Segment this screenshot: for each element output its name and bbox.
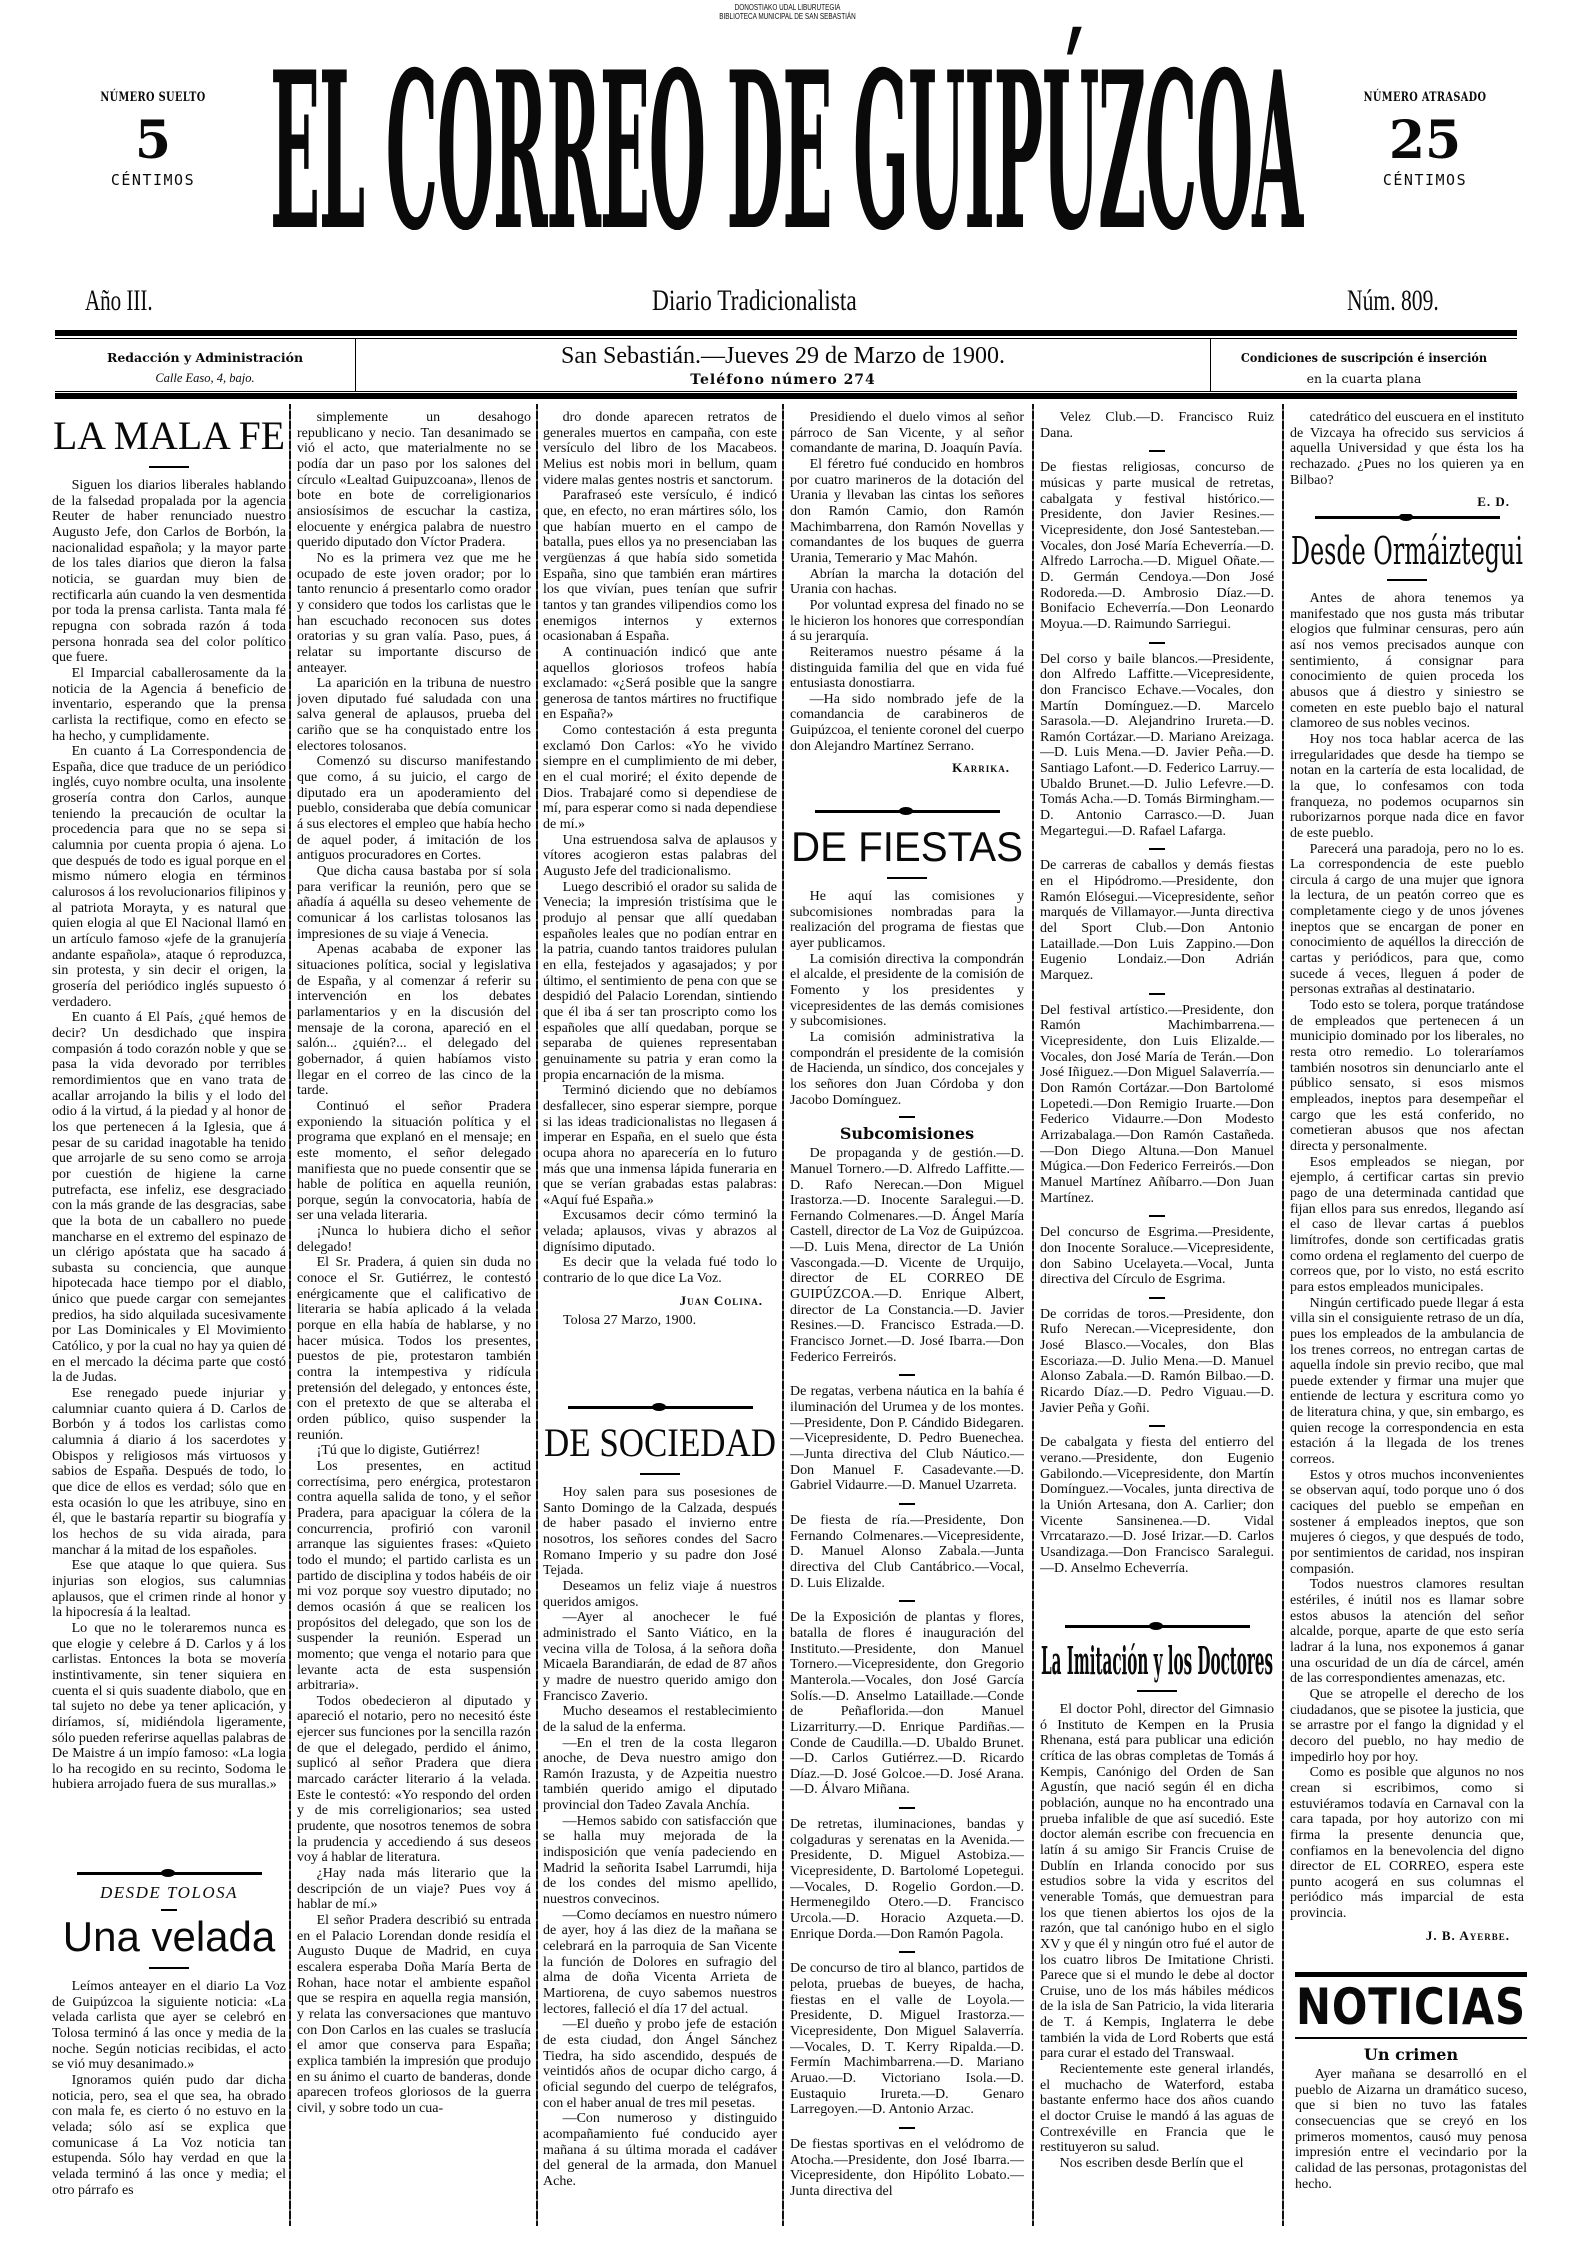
paragraph: —Con numeroso y distinguido acompañamiento fué conducido ayer mañana á su última morada el cadáver del general de la armada, don Manuel Ache. (543, 2111, 777, 2189)
paragraph: En cuanto á La Correspondencia de España, dice que traduce de un periódico inglés, cuyo nombre oculta, una insolente grosería contra don Carlos, aunque teniendo la precaución de ocultar la procedencia para que no se sepa si calumnia por cuenta propia ó ajena. Lo que después de todo es igual porque en el mismo número elogia en términos calurosos á los revolucionarios filipinos y al patriota Morayta, y es natural que quien elogia al que El Nacional llamó en un artículo famoso «jefe de la granujería andante española», ataque ó reproduzca, sin protesta, y sin decir el origen, la grosería del periódico inglés supuesto ó verdadero. (52, 744, 286, 1010)
paragraph: Abrían la marcha la dotación del Urania con hachas. (790, 566, 1024, 598)
year-label: Año III. (85, 284, 153, 317)
paragraph: Por voluntad expresa del finado no se le hicieron los honores que correspondían á su jerarquía. (790, 597, 1024, 645)
paragraph: Hoy salen para sus posesiones de Santo Domingo de la Calzada, después de haber pasado el invierno entre nosotros, los señores condes del Sacro Romano Imperio y su padre don José Tejada. (543, 1485, 777, 1579)
commission-entry: De regatas, verbena náutica en la bahía é iluminación del Urumea y de los montes.—Presidente, Don P. Cándido Bidegaren.—Vicepresidente, D. Pedro Buenechea.—Junta directiva del Club Náutico.—Don Manuel F. Casadevante.—D. Gabriel Vidaurre.—D. Manuel Uzarreta. (790, 1374, 1024, 1494)
paragraph: Todos obedecieron al diputado y apareció el notario, pero no necesitó éste ejercer sus funciones por la sencilla razón de que el delegado, perdido el ánimo, suplicó al señor Pradera que diera marcado carácter literario á la velada. Este le contestó: «Yo respondo del orden y de mis correligionarios; sea usted prudente, que nosotros tenemos de sobra la prudencia y accediendo á sus deseos voy á hablar de literatura. (297, 1693, 531, 1866)
article-de-fiestas (790, 800, 1024, 2230)
paragraph: Ayer mañana se desarrolló en el pueblo de Aizarna un dramático suceso, que si bien no tuvo las fatales consecuencias que se creyó en los primeros momentos, causó muy penosa impresión entre el vecindario por la calidad de las personas, protagonistas del hecho. (1295, 2067, 1527, 2192)
paragraph: simplemente un desahogo republicano y necio. Tan desanimado se vió el acto, que materialmente no se podía dar un paso por los salones del círculo «Lealtad Guipuzcoana», llenos de bote en bote de correligionarios ansiosísimos de escuchar la castiza, elocuente y enérgica palabra de nuestro querido diputado don Víctor Pradera. (297, 410, 531, 551)
paragraph: —Como decíamos en nuestro número de ayer, hoy á las diez de la mañana se celebrará en la parroquia de San Vicente la función de Dolores en sufragio del alma de doña Vicenta Arrieta de Martiorena, de cuyo sabemos nuestros lectores, falleció el día 17 del actual. (543, 1907, 777, 2017)
text-body (1290, 410, 1524, 488)
paragraph: —En el tren de la costa llegaron anoche, de Deva nuestro amigo don Ramón Irazusta, y de Azpeitia nuestro también querido amigo el diputado provincial don Tadeo Zavala Anchía. (543, 1735, 777, 1814)
article-headline: La Imitación y los Doctores (1041, 1638, 1273, 1683)
paragraph: Ese renegado puede injuriar y calumniar cuanto quiera á D. Carlos de Borbón y á todos los carlistas como calumnia á diario á los sacerdotes y Obispos y religiosos más virtuosos y sabios de España. Después de todo, lo que dice de ellos es verdad; sólo que en esta ocasión lo que les atribuye, sino en él, que le bastaría repartir su biografía y los hechos de su vida airada, para manchar á la mitad de los españoles. (52, 1386, 286, 1558)
office-address: Calle Easo, 4, bajo. (155, 371, 255, 385)
paragraph: Parecerá una paradoja, pero no lo es. La correspondencia de este pueblo circula á cargo de una mujer que ignora la lectura, de un peatón correo que es completamente ciego y de unos jóvenes ineptos que se encargan de poner en conocimiento de aquéllos la dirección de cartas y periódicos, para que, como sucede á veces, lleguen á poder de personas extrañas al destinatario. (1290, 841, 1524, 998)
article-headline: DE FIESTAS (791, 823, 1023, 870)
column-divider (536, 404, 538, 2226)
text-body (1290, 591, 1524, 1922)
price-unit: CÉNTIMOS (110, 171, 196, 189)
paragraph: Comenzó su discurso manifestando que como, á su juicio, el cargo de diputado era un apoderamiento del pueblo, consideraba que debía comunicar á sus electores el empleo que había hecho de aquel poder, á imitación de los antiguos procuradores en Cortes. (297, 754, 531, 864)
paragraph: A continuación indicó que ante aquellos gloriosos trofeos había exclamado: «¿Será posible que la sangre generosa de tantos mártires no fructifique en España?» (543, 644, 777, 723)
paragraph: Esos empleados se niegan, por ejemplo, á certificar cartas sin previo pago de una determinada cantidad que fijan ellos para sus enredos, llegando así el caso de llevar cartas á pueblos limítrofes, donde son certificadas gratis como ordena el reglamento del cuerpo de correos que, por lo visto, no está escrito para estos empleados municipales. (1290, 1154, 1524, 1295)
commission-entry: Velez Club.—D. Francisco Ruiz Dana. (1040, 410, 1274, 441)
section-headline: NOTICIAS (1296, 1978, 1526, 2036)
library-stamp-line: DONOSTIAKO UDAL LIBURUTEGIA (734, 3, 841, 12)
article-headline: LA MALA FE (53, 413, 285, 458)
article-una-velada-continued (297, 410, 531, 2230)
paragraph: Luego describió el orador su salida de Venecia; la impresión tristísima que le produjo al pensar que allí quedaban españoles leales que no podían entrar en la patria, cuando tantos traidores pululan en ella, festejados y agasajados; y por último, el sentimiento de pena con que se despidió del Palacio Lorendan, sintiendo que él iba á ser tan proscripto como los españoles que allí quedaban, porque se separaba de quienes representaban genuinamente su patria y eran como la propia encarnación de la misma. (543, 879, 777, 1083)
paragraph: Como contestación á esta pregunta exclamó Don Carlos: «Yo he vivido siempre en el cumplimiento de mi deber, en el cual moriré; el éxito depende de Dios. Trabajaré como si dependiese de mí, para esperar como si nada dependiese de mí.» (543, 723, 777, 833)
commission-entry: De la Exposición de plantas y flores, batalla de flores é inauguración del Instituto.—Presidente, don Manuel Tornero.—Vicepresidente, don Gregorio Manterola.—Vocales, don José García Solís.—D. Anselmo Lataillade.—Conde de Peñaflorida.—don Manuel Lizarriturry.—D. Enrique Pardiñas.—Conde de Caudilla.—D. Ubaldo Brunet.—D. Carlos Gutiérrez.—D. Ricardo Díaz.—D. José Golcoe.—D. José Arana.—D. Álvaro Miñana. (790, 1600, 1024, 1798)
noticias-rule (1295, 1972, 1527, 1977)
article-funeral (790, 410, 1024, 802)
article-headline: Una velada (62, 1913, 276, 1960)
column-divider (782, 404, 784, 2226)
commission-entry: De cabalgata y fiesta del entierro del verano.—Presidente, don Eugenio Gabilondo.—Vicepresidente, don Martín Domínguez.—Vocales, junta directiva de la Unión Artesana, don A. Carlier; don Vicente Sansinenea.—D. Vidal Vrrcatarazo.—D. José Irizar.—D. Carlos Usandizaga.—Don Francisco Saralegui.—D. Anselmo Echeverría. (1040, 1425, 1274, 1576)
commission-entry: Del concurso de Esgrima.—Presidente, don Inocente Soraluce.—Vicepresidente, don Sabino Ucelayeta.—Vocal, Junta directiva del Círculo de Esgrima. (1040, 1215, 1274, 1288)
section-noticias (1295, 1966, 1527, 2206)
paragraph: No es la primera vez que me he ocupado de este joven orador; por lo tanto renuncio á presentarlo como orador y considero que todos los carlistas que le han escuchado reconocen sus dotes oratorias y su gran valía. Paso, pues, á relatar su importante discurso de anteayer. (297, 550, 531, 676)
commission-entry: De carreras de caballos y demás fiestas en el Hipódromo.—Presidente, don Ramón Elósegui.—Vicepresidente, señor marqués de Villamayor.—Junta directiva del Sport Club.—Don Antonio Lataillade.—Don Luis Zappino.—Don Eugenio Londaiz.—Don Adrián Marquez. (1040, 848, 1274, 983)
tagline: Diario Tradicionalista (652, 284, 857, 317)
text-body (790, 1146, 1024, 2199)
header-rule (55, 393, 1517, 399)
paragraph: Lo que no le toleraremos nunca es que elogie y celebre á D. Carlos y á los carlistas. Entonces la bota se movería instintivamente, sin tener siquiera en cuenta el si quis suadente diabolo, que en tal sujeto no debe ya tener aplicación, y diríamos, sí, midiéndola ligeramente, sólo pueden referirse aquellas palabras de De Maistre á un impío famoso: «La logia lo ha recogido en su recinto, Sodoma le hubiera arrojado fuera de sus murallas.» (52, 1620, 286, 1793)
paragraph: En cuanto á El País, ¿qué hemos de decir? Un desdichado que inspira compasión á todo corazón noble y que se pasa la vida devorado por terribles remordimientos que en vano trata de acallar arrojando la bilis y el lodo del odio á la virtud, á la piedad y al honor de los que pertenecen á la Iglesia, que á pesar de su caridad inagotable ha tenido que arrojarle de su seno como se arroja por cuestión de higiene la carne putrefacta, ese infeliz, ese desgraciado con la más grande de las desgracias, sabe que la bota de un caballero no puede mancharse en el extremo del espinazo de un clérigo apóstata que ha sacado á subasta su conciencia, que aunque hipotecada hace tiempo por el diablo, único que puede cargar con semejantes predios, ha sido alquilada sucesivamente por Las Dominicales y El Movimiento Católico, y por la cual no hay ya quien dé en el mercado la décima parte que costó la de Judas. (52, 1010, 286, 1386)
paragraph: Excusamos decir cómo terminó la velada; aplausos, vivas y abrazos al dignísimo diputado. (543, 1208, 777, 1255)
paragraph: Terminó diciendo que no debíamos desfallecer, sino esperar siempre, porque si las ideas tradicionalistas no llegasen á imperar en España, en el suelo que ésta ocupa ahora no aparecería en lo futuro más que una inmensa lápida funeraria en que se verían grabadas estas palabras: «Aquí fué España.» (543, 1083, 777, 1208)
office-title: Redacción y Administración (106, 350, 304, 365)
paragraph: Mucho deseamos el restablecimiento de la salud de la enferma. (543, 1704, 777, 1735)
text-body (543, 410, 777, 1287)
paragraph: La aparición en la tribuna de nuestro joven diputado fué saludada con una salva general de aplausos, prueba del cariño que se ha conquistado entre los electores tolosanos. (297, 676, 531, 754)
article-kicker: DESDE TOLOSA (99, 1883, 239, 1902)
subheading: Subcomisiones (839, 1124, 975, 1144)
library-stamp-line: BIBLIOTECA MUNICIPAL DE SAN SEBASTIÁN (719, 12, 856, 21)
paragraph: Todos nuestros clamores resultan estériles, é inútil nos es llamar sobre estos abusos la atención del señor alcalde, porque, aparte de que esto sería ladrar á la luna, nos exponemos á ganar una oscuridad de un día de cárcel, amén de las correspondientes amenazas, etc. (1290, 1577, 1524, 1687)
dash-ornament (149, 1967, 189, 1969)
price-unit: CÉNTIMOS (1382, 171, 1468, 189)
article-una-velada-end (543, 410, 777, 1395)
paragraph: El Imparcial caballerosamente da la noticia de la Agencia á beneficio de inventario, esperando que la prensa carlista la rectifique, como en efecto se ha hecho, y cumplidamente. (52, 665, 286, 744)
price-label: NÚMERO SUELTO (100, 90, 206, 105)
paragraph: El Sr. Pradera, á quien sin duda no conoce el Sr. Gutiérrez, le contestó enérgicamente que el calificativo de literaria se había aplicado á la velada porque en ella había de hablarse, y no hacer música. Todos los presentes, puestos de pie, protestaron también contra la intempestiva y ridícula pretensión del delegado, y entonces éste, con el pretexto de que se alteraba el orden público, quiso suspender la reunión. (297, 1255, 531, 1443)
commission-entry: De concurso de tiro al blanco, partidos de pelota, pruebas de bueyes, de hacha, fiestas en el valle de Loyola.—Presidente, D. Miguel Irastorza.—Vicepresidente, Don Miguel Salaverría.—Vocales, D. T. Kerry Ripalda.—D. Fermín Machimbarrena.—D. Mariano Aruao.—D. Victoriano Isola.—D. Eustaquio Irureta.—D. Genaro Larregoyen.—D. Antonio Arzac. (790, 1951, 1024, 2118)
ornament-rule (568, 1406, 753, 1409)
paragraph: ¿Hay nada más literario que la descripción de un viaje? Pues voy á hablar de mí.» (297, 1866, 531, 1913)
ornament-rule (1065, 1625, 1250, 1628)
dash-ornament (1387, 579, 1427, 581)
paragraph: —Hemos sabido con satisfacción que se halla muy mejorada de la indisposición que venía padeciendo en Madrid la señorita Isabel Larrumdi, hija de los condes del mismo apellido, nuestros convecinos. (543, 1813, 777, 1908)
paragraph: Que se atropelle el derecho de los ciudadanos, que se pisotee la justicia, que se arrastre por el fango la dignidad y el decoro del pueblo, no hay medio de impedirlo hoy por hoy. (1290, 1686, 1524, 1765)
article-de-fiestas-continued (1040, 410, 1274, 1615)
header-rule (55, 338, 1517, 339)
commission-entry: Del corso y baile blancos.—Presidente, don Alfredo Laffitte.—Vicepresidente, don Francisco Echave.—Vocales, don Martín Domínguez.—D. Marcelo Sarasola.—D. Alejandrino Irureta.—D. Ramón Cortázar.—D. Mariano Areizaga.—D. Luis Mena.—D. Javier Peña.—D. Santiago Lafont.—D. Federico Larruy.—Ubaldo Brunet.—D. Julio Lefevre.—D. Tomás Acha.—D. Tomás Birmingham.—D. Antonio Carrasco.—D. Juan Megartegui.—D. Rafael Lafarga. (1040, 642, 1274, 840)
text-body (297, 410, 531, 2117)
newspaper-title (270, 25, 1305, 279)
header-rule (55, 330, 1517, 336)
commission-entry: De fiestas religiosas, concurso de músicas y parte musical de retretas, cabalgata y festival histórico.—Presidente, don Javier Resines.—Vicepresidente, don José Santesteban.—Vocales, don José María Echeverría.—D. Alfredo Larrocha.—D. Miguel Oñate.—D. Germán Cendoya.—Don José Rodoreda.—D. Ambrosio Díaz.—D. Bonifacio Echeverría.—Don Leonardo Moyua.—D. Raimundo Sarriegui. (1040, 450, 1274, 632)
paragraph: Recientemente este general irlandés, el muchacho de Waterford, estaba bastante enfermo hace dos años cuando el doctor Cruise le mandó á las aguas de Contrexéville en Francia que le restituyeron su salud. (1040, 2062, 1274, 2156)
dateline-box (356, 340, 1210, 390)
article-signature: E. D. (1477, 494, 1510, 510)
paragraph: Presidiendo el duelo vimos al señor párroco de San Vicente, y al señor comandante de marina, D. Joaquín Pavía. (790, 410, 1024, 457)
paragraph: Reiteramos nuestro pésame á la distinguida familia del que en vida fué entusiasta donostiarra. (790, 644, 1024, 692)
paragraph: La comisión administrativa la compondrán el presidente de la comisión de Hacienda, un síndico, dos concejales y los señores don Juan Córdoba y don Jacobo Domínguez. (790, 1029, 1024, 1108)
paragraph: El féretro fué conducido en hombros por cuatro marineros de la dotación del Urania y llevaban las cintas los señores don Ramón Camio, don Ramón Machimbarrena, don Ramón Novellas y comandantes de los buques de guerra Urania, Temerario y Mac Mahón. (790, 456, 1024, 566)
column-divider (289, 404, 291, 2226)
paragraph: Ningún certificado puede llegar á esta villa sin el consiguiente retraso de un día, pues los empleados de la ambulancia de los trenes correos, no entregan cartas de aquella índole sin previo recibo, que mal puede extender y firmar una mujer que entiende de lectura y escritura como yo de literatura china, y que, sin embargo, es quien recoge la correspondencia en esta estación á la llegada de los trenes correos. (1290, 1295, 1524, 1468)
dash-ornament (149, 466, 189, 468)
paragraph: ¡Tú que lo digiste, Gutiérrez! (316, 1443, 481, 1459)
dash-ornament (887, 877, 927, 879)
paragraph: ¡Nunca lo hubiera dicho el señor delegado! (297, 1224, 531, 1255)
issue-number: Núm. 809. (1347, 284, 1439, 317)
issue-date: San Sebastián.—Jueves 29 de Marzo de 1900. (561, 343, 1005, 369)
paragraph: Hoy nos toca hablar acerca de las irregularidades que desde ha tiempo se notan en la cartería de esta localidad, de la que, lo confesamos con toda franqueza, no podemos ocuparnos sin ruborizarnos porque nada dice en favor de este pueblo. (1290, 731, 1524, 841)
text-body (1295, 2067, 1527, 2192)
ornament-rule (1315, 516, 1500, 519)
price-value: 25 (1388, 110, 1462, 171)
paragraph: Como es posible que algunos no nos crean si escribimos, como si estuviéramos todavía en Carnaval con la cara tapada, por hoy autorizo con mi firma la presente denuncia que, confiamos en la benevolencia del digno director de EL CORREO, espera este punto acogerá en sus columnas el periódico más imparcial de esta provincia. (1290, 1765, 1524, 1922)
subscription-line: Condiciones de suscripción é inserción (1240, 350, 1488, 365)
dash-ornament (640, 1473, 680, 1475)
article-signature: J. B. Ayerbe. (1425, 1927, 1510, 1943)
paragraph: Todo esto se tolera, porque tratándose de empleados que pertenecen á un municipio dominado por los liberales, no resta otro remedio. Lo toleraríamos también nosotros sin denunciarlo ante el público sensato, si esos mismos empleados, ineptos para desempeñar el cargo que les está conferido, no cometieran abusos que nos afectan directa y personalmente. (1290, 998, 1524, 1154)
text-body (52, 1979, 286, 2198)
paragraph: Ignoramos quién pudo dar dicha noticia, pero, sea el que sea, ha obrado con mala fe, es cierto ó no estuvo en la velada; sólo así se explica que comunicase á La Voz noticia tan estupenda. Sólo hay verdad en que la velada terminó á las once y media; el otro párrafo es (52, 2072, 286, 2198)
text-body (52, 478, 286, 1793)
price-label: NÚMERO ATRASADO (1363, 90, 1487, 105)
paragraph: La comisión directiva la compondrán el alcalde, el presidente de la comisión de Fomento y los presidentes y vicepresidentes de las demás comisiones y subcomisiones. (790, 951, 1024, 1030)
text-body (1040, 1702, 1274, 2172)
paragraph: Una estruendosa salva de aplausos y vítores acogieron estas palabras del Augusto Jefe del tradicionalismo. (543, 832, 777, 880)
ornament-rule (77, 1872, 262, 1875)
article-headline: DE SOCIEDAD (544, 1420, 776, 1465)
paragraph: He aquí las comisiones y subcomisiones nombradas para la realización del programa de fiestas que ayer publicamos. (790, 889, 1024, 951)
subscription-note (1211, 340, 1517, 390)
commission-entry: De fiesta de ría.—Presidente, Don Fernando Colmenares.—Vicepresidente, D. Manuel Alonso Zabala.—Junta directiva del Club Cantábrico.—Vocal, D. Luis Elizalde. (790, 1503, 1024, 1591)
paragraph: —Ha sido nombrado jefe de la comandancia de carabineros de Guipúzcoa, el teniente coronel del cuerpo don Alejandro Martínez Serrano. (790, 691, 1024, 754)
article-imitacion (1040, 1615, 1274, 2230)
ornament-rule (815, 810, 1000, 813)
article-dateline: Tolosa 27 Marzo, 1900. (563, 1312, 697, 1328)
paragraph: Los presentes, en actitud correctísima, pero enérgica, protestaron contra aquella salida de tono, y el señor Pradera, para apaciguar la cólera de la concurrencia, profirió con varonil arranque las siguientes frases: «Quieto todo el mundo; el partido carlista es un partido de disciplina y todos habéis de oir mi voz porque soy vuestro diputado; no demos ocasión á que se realicen los propósitos del delegado, que son los de suspender la reunión. Esperad un momento; que venga el notario para que levante acta de esta suspensión arbitraria». (297, 1458, 531, 1694)
article-signature: Juan Colina. (679, 1292, 763, 1308)
article-desde-ormaiztegui (1290, 514, 1524, 1960)
paragraph: Leímos anteayer en el diario La Voz de Guipúzcoa la siguiente noticia: «La velada carlista que ayer se celebró en Tolosa terminó á las once y media de la noche. Según noticias recibidas, el acto se vió muy desanimado.» (52, 1979, 286, 2073)
commission-entry: De propaganda y de gestión.—D. Manuel Tornero.—D. Alfredo Laffitte.—D. Rafo Nerecan.—Don Miguel Irastorza.—D. Inocente Saralegui.—D. Fernando Colmenares.—D. Ángel María Castell, director de La Voz de Guipúzcoa.—D. Luis Mena, director de La Unión Vascongada.—D. Vicente de Urquijo, director de EL CORREO DE GUIPÚZCOA.—D. Enrique Albert, director de La Constancia.—D. Javier Resines.—D. Francisco Estrada.—D. Francisco Jornet.—D. José Ibarra.—Don Federico Ferreirós. (790, 1146, 1024, 1365)
article-euskera-note (1290, 410, 1524, 514)
library-stamp (158, 3, 1418, 21)
commission-entry: De retretas, iluminaciones, bandas y colgaduras y serenatas en la Avenida.—Presidente, D. Miguel Astobiza.—Vicepresidente, D. Bartolomé Lopetegui.—Vocales, D. Rogelio Gordon.—D. Hermenegildo Otero.—D. Francisco Urcola.—D. Horacio Azqueta.—D. Enrique Dorda.—Don Ramón Pagola. (790, 1807, 1024, 1942)
subscription-line: en la cuarta plana (1306, 371, 1422, 386)
text-body (790, 889, 1024, 1108)
price-value: 5 (134, 110, 172, 171)
dash-ornament (899, 1116, 915, 1118)
column-divider (1282, 404, 1284, 2226)
phone-number: Teléfono número 274 (690, 372, 876, 388)
article-de-sociedad (543, 1396, 777, 2230)
back-issue-price (1340, 90, 1510, 189)
newspaper-title-text: EL CORREO DE GUIPÚZCOA (270, 24, 1302, 278)
article-signature: Karrika. (952, 760, 1010, 776)
text-body (543, 1485, 777, 2190)
text-body (790, 410, 1024, 754)
editorial-office (55, 340, 355, 390)
paragraph: Ese que ataque lo que quiera. Sus injurias son elogios, sus calumnias aplausos, que el crimen rinde al honor y la hipocresía á la lealtad. (52, 1558, 286, 1621)
paragraph: Siguen los diarios liberales hablando de la falsedad propalada por la agencia Reuter de haber renunciado nuestro Augusto Jefe, don Carlos de Borbón, la nacionalidad española; y la mayor parte de los tales diarios que dieron la falsa noticia, se guardan muy bien de rectificarla aún cuando la ven desmentida por toda la prensa carlista. Tanta mala fé repugna con sobrada razón á toda persona honrada sea del color político que fuere. (52, 478, 286, 666)
text-body (1040, 410, 1274, 1576)
article-una-velada (52, 1862, 286, 2232)
article-headline: Desde Ormáiztegui (1291, 529, 1523, 573)
commission-entry: De corridas de toros.—Presidente, don Rufo Nerecan.—Vicepresidente, don José Blasco.—Vocales, don Blas Escoriaza.—D. Julio Mena.—D. Manuel Alonso Zabala.—D. Ramón Bilbao.—D. Ricardo Díaz.—D. Pedro Viguau.—D. Javier Peña y Goñi. (1040, 1297, 1274, 1417)
paragraph: Antes de ahora tenemos ya manifestado que nos gusta más tributar elogios que fulminar censuras, pero aún así nos vemos precisados aunque con sentimiento, á consignar para conocimiento de quien proceda los abusos que á diestro y siniestro se cometen en este pueblo bajo el natural clamoreo de sus nobles vecinos. (1290, 591, 1524, 732)
single-issue-price (68, 90, 238, 189)
paragraph: dro donde aparecen retratos de generales muertos en campaña, con este versículo del libro de los Macabeos. Melius est nobis mori in bellum, quam videre malas gentes nostris et sanctorum. (543, 410, 777, 488)
commission-entry: De fiestas sportivas en el velódromo de Atocha.—Presidente, don José Ibarra.—Vicepresidente, don Hipólito Lobato.—Junta directiva del (790, 2127, 1024, 2200)
noticias-rule (1295, 2037, 1527, 2039)
paragraph: Es decir que la velada fué todo lo contrario de lo que dice La Voz. (543, 1255, 777, 1287)
paragraph: catedrático del euscuera en el instituto de Vizcaya ha ofrecido sus servicios á aquella Universidad y que ésta los ha rechazado. ¿Pues no los quieren ya en Bilbao? (1290, 410, 1524, 488)
paragraph: Estos y otros muchos inconvenientes se observan aquí, todo porque uno ó dos caciques del pueblo se empeñan en sostener á empleados ineptos, que son mujeres ó ciegos, y que después de todo, por sentimientos de caridad, nos inspiran compasión. (1290, 1467, 1524, 1577)
commission-entry: Del festival artístico.—Presidente, don Ramón Machimbarrena.—Vicepresidente, don Luis Elizalde.—Vocales, don José María de Terán.—Don José Iñiguez.—Don Miguel Salaverría.—Don Ramón Cortázar.—Don Bartolomé Lopetedi.—Don Remigio Iruarte.—Don Federico Vidaurre.—Don Modesto Arrizabalaga.—Don Ramón Castañeda.—Don Diego Altuna.—Don Manuel Múgica.—Don Federico Ferreirós.—Don Manuel Martínez Añíbarro.—Don Juan Martínez. (1040, 993, 1274, 1207)
paragraph: —Ayer al anochecer le fué administrado el Santo Viático, en la vecina villa de Tolosa, á la señora doña Micaela Barandiarán, de edad de 87 años y madre de nuestro querido amigo don Francisco Zaverio. (543, 1610, 777, 1704)
paragraph: Que dicha causa bastaba por sí sola para verificar la reunión, pero que se añadía á aquélla su deseo vehemente de comunicar á los carlistas tolosanos las impresiones de su viaje á Venecia. (297, 864, 531, 942)
dash-ornament (1137, 1690, 1177, 1692)
header-rule (55, 391, 1517, 392)
paragraph: El señor Pradera describió su entrada en el Palacio Lorendan donde residía el Augusto Duque de Madrid, en cuya escalera esperaba Doña María Berta de Rohan, hace notar el ambiente español que se respira en aquella regia mansión, y relata las conversaciones que mantuvo con Don Carlos en las cuales se traslucía el amor que conserva para España; explica también la impresión que produjo en su ánimo el cuarto de banderas, donde aparecen trofeos gloriosos de la guerra civil, y sobre todo un cua- (297, 1913, 531, 2116)
paragraph: El doctor Pohl, director del Gimnasio ó Instituto de Kempen en la Prusia Rhenana, está para publicar una edición crítica de las obras completas de Tomás á Kempis, Canónigo del Orden de San Agustín, que nació según él en dicha población, aunque no ha encontrado una prueba infalible de que así sucedió. Este doctor alemán escribe con frecuencia en latín á su amigo Sir Francis Cruise de Dublín en Irlanda conocido por sus estudios sobre la vida y escritos del venerable Tomás, que demuestran para los que tienen abiertos los ojos de la razón, que tal canónigo hubo en el siglo XV y que él y ningún otro fué el autor de los cuatro libros De Imitatione Christi. Parece que si el mundo le debe al doctor Cruise, uno de los más hábiles médicos de la isla de San Patricio, la vida literaria de T. á Kempis, Inglaterra le debe también la vida de Lord Roberts que está para curar el estado del Transwaal. (1040, 1702, 1274, 2062)
paragraph: Parafraseó este versículo, é indicó que, en efecto, no eran mártires sólo, los que habían muerto en el campo de batalla, pues ellos ya no presenciaban las vergüenzas á que había sido sometida España, sino que también eran mártires los que vivían, pues tenían que sufrir tantos y tan grandes vilipendios como los enemigos internos y externos ocasionaban á España. (543, 488, 777, 645)
column-divider (1032, 404, 1034, 2226)
subheading: Un crimen (1363, 2045, 1459, 2064)
article-la-mala-fe (52, 410, 286, 1862)
paragraph: Apenas acababa de exponer las situaciones política, social y legislativa de España, y al comenzar á referir su intervención en los debates parlamentarios y en la discusión del mensaje de la corona, apareció en el salón... ¿quién?... el delegado del gobernador, á quien habíamos visto llegar en el correo de las cinco de la tarde. (297, 942, 531, 1099)
paragraph: Deseamos un feliz viaje á nuestros queridos amigos. (543, 1578, 777, 1610)
paragraph: Continuó el señor Pradera exponiendo la situación política y el programa que explanó en el mensaje; en este momento, el señor delegado manifiesta que no puede consentir que se hable de política en aquella reunión, porque, según la convocatoria, había de ser una velada literaria. (297, 1098, 531, 1224)
paragraph: —El dueño y probo jefe de estación de esta ciudad, don Ángel Sánchez Tiedra, ha sido ascendido, después de veintidós años de ocupar dicho cargo, á oficial segundo del cuerpo de telégrafos, con el haber anual de tres mil pesetas. (543, 2017, 777, 2111)
paragraph: Nos escriben desde Berlín que el (1059, 2156, 1244, 2172)
